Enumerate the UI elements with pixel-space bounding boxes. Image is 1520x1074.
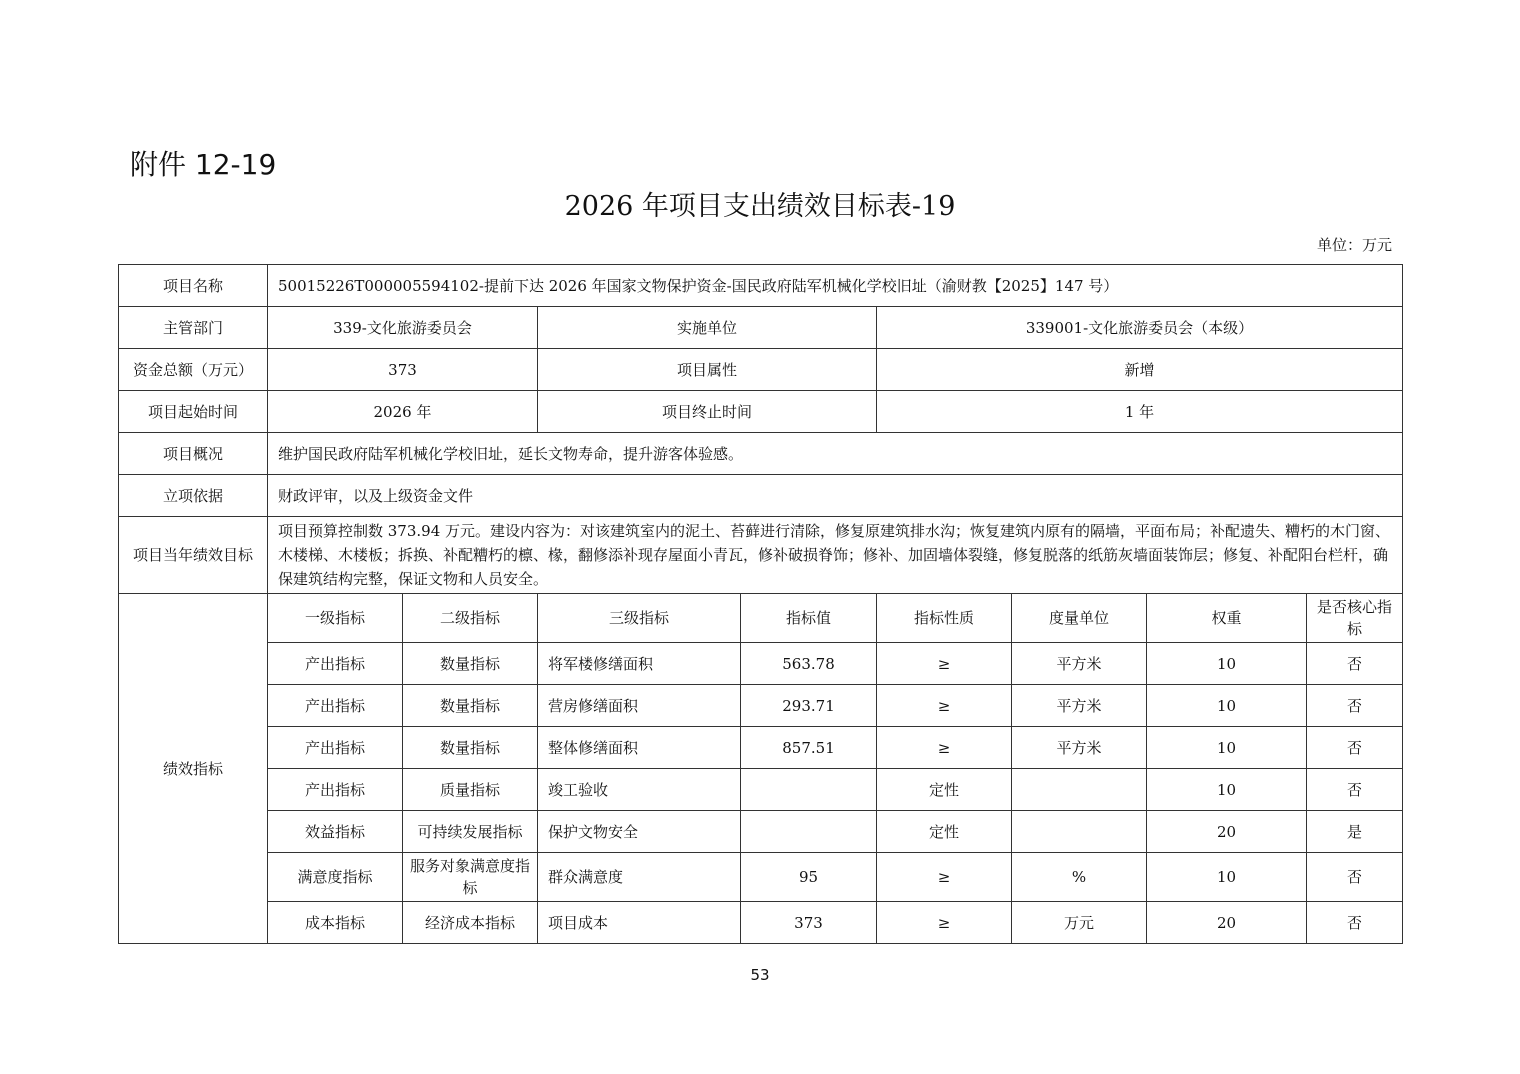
- attachment-label: 附件 12-19: [130, 148, 277, 181]
- row-basis: [119, 475, 1403, 517]
- table-row: [119, 685, 1403, 727]
- table-cell: 否: [1307, 727, 1403, 769]
- table-cell: 效益指标: [268, 811, 403, 853]
- basis-value: 财政评审，以及上级资金文件: [268, 475, 1403, 517]
- table-cell: 项目成本: [538, 902, 741, 944]
- header-cell: 权重: [1147, 594, 1307, 643]
- row-department: [119, 307, 1403, 349]
- table-cell: [1012, 769, 1147, 811]
- header-cell: 指标值: [741, 594, 877, 643]
- table-cell: 保护文物安全: [538, 811, 741, 853]
- page-number: 53: [750, 966, 770, 984]
- table-cell: 10: [1147, 727, 1307, 769]
- table-cell: 373: [741, 902, 877, 944]
- table-cell: ≥: [877, 727, 1012, 769]
- table-cell: 20: [1147, 811, 1307, 853]
- row-overview: [119, 433, 1403, 475]
- table-cell: [741, 811, 877, 853]
- header-cell: 一级指标: [268, 594, 403, 643]
- header-cell: 度量单位: [1012, 594, 1147, 643]
- fund-value: 373: [268, 349, 538, 391]
- table-cell: 10: [1147, 853, 1307, 902]
- table-cell: 否: [1307, 769, 1403, 811]
- row-fund: [119, 349, 1403, 391]
- unit-label: 单位：万元: [1316, 236, 1392, 254]
- table-cell: 否: [1307, 643, 1403, 685]
- table-cell: 质量指标: [403, 769, 538, 811]
- table-cell: 否: [1307, 902, 1403, 944]
- table-cell: 竣工验收: [538, 769, 741, 811]
- table-cell: 否: [1307, 685, 1403, 727]
- table-cell: ≥: [877, 853, 1012, 902]
- table-cell: 产出指标: [268, 727, 403, 769]
- table-cell: ≥: [877, 902, 1012, 944]
- table-cell: 平方米: [1012, 643, 1147, 685]
- table-cell: 平方米: [1012, 685, 1147, 727]
- page-title: 2026 年项目支出绩效目标表-19: [564, 191, 956, 222]
- table-cell: 数量指标: [403, 643, 538, 685]
- table-cell: 产出指标: [268, 643, 403, 685]
- table-cell: 95: [741, 853, 877, 902]
- table-cell: 定性: [877, 811, 1012, 853]
- attribute-label: 项目属性: [538, 349, 877, 391]
- table-row: [119, 643, 1403, 685]
- start-time-value: 2026 年: [268, 391, 538, 433]
- implementer-label: 实施单位: [538, 307, 877, 349]
- table-cell: 平方米: [1012, 727, 1147, 769]
- table-cell: 定性: [877, 769, 1012, 811]
- table-cell: 10: [1147, 685, 1307, 727]
- table-cell: %: [1012, 853, 1147, 902]
- table-cell: ≥: [877, 643, 1012, 685]
- fund-label: 资金总额（万元）: [119, 349, 268, 391]
- table-cell: 满意度指标: [268, 853, 403, 902]
- header-cell: 三级指标: [538, 594, 741, 643]
- end-time-value: 1 年: [877, 391, 1403, 433]
- table-cell: 产出指标: [268, 769, 403, 811]
- project-name-label: 项目名称: [119, 265, 268, 307]
- end-time-label: 项目终止时间: [538, 391, 877, 433]
- overview-label: 项目概况: [119, 433, 268, 475]
- row-annual-goal: [119, 517, 1403, 594]
- row-time: [119, 391, 1403, 433]
- table-cell: 857.51: [741, 727, 877, 769]
- table-cell: 万元: [1012, 902, 1147, 944]
- table-cell: 将军楼修缮面积: [538, 643, 741, 685]
- overview-value: 维护国民政府陆军机械化学校旧址，延长文物寿命，提升游客体验感。: [268, 433, 1403, 475]
- indicator-header-row: [119, 594, 1403, 643]
- table-cell: 293.71: [741, 685, 877, 727]
- table-cell: 数量指标: [403, 685, 538, 727]
- header-cell: 指标性质: [877, 594, 1012, 643]
- table-cell: 10: [1147, 769, 1307, 811]
- header-cell: 二级指标: [403, 594, 538, 643]
- annual-goal-label: 项目当年绩效目标: [119, 517, 268, 594]
- row-project-name: [119, 265, 1403, 307]
- table-cell: 10: [1147, 643, 1307, 685]
- annual-goal-value: 项目预算控制数 373.94 万元。建设内容为：对该建筑室内的泥土、苔藓进行清除，修复原建筑排水沟；恢复建筑内原有的隔墙，平面布局；补配遗失、糟朽的木门窗、木楼梯、木楼板；拆换、补配糟朽的檩、椽，翻修添补现存屋面小青瓦，修补破损脊饰；修补、加固墙体裂缝，修复脱落的纸筋灰墙面装饰层；修复、补配阳台栏杆，确保建筑结构完整，保证文物和人员安全。: [268, 517, 1403, 594]
- table-cell: 数量指标: [403, 727, 538, 769]
- table-cell: 服务对象满意度指标: [403, 853, 538, 902]
- project-name-value: 50015226T000005594102-提前下达 2026 年国家文物保护资金-国民政府陆军机械化学校旧址（渝财教【2025】147 号）: [268, 265, 1403, 307]
- table-row: [119, 769, 1403, 811]
- table-cell: 是: [1307, 811, 1403, 853]
- table-row: [119, 727, 1403, 769]
- table-row: [119, 853, 1403, 902]
- performance-target-table: [118, 264, 1403, 944]
- table-cell: 营房修缮面积: [538, 685, 741, 727]
- table-row: [119, 902, 1403, 944]
- table-cell: 整体修缮面积: [538, 727, 741, 769]
- table-cell: 成本指标: [268, 902, 403, 944]
- department-label: 主管部门: [119, 307, 268, 349]
- basis-label: 立项依据: [119, 475, 268, 517]
- table-cell: 产出指标: [268, 685, 403, 727]
- table-cell: 否: [1307, 853, 1403, 902]
- implementer-value: 339001-文化旅游委员会（本级）: [877, 307, 1403, 349]
- table-cell: 20: [1147, 902, 1307, 944]
- table-row: [119, 811, 1403, 853]
- table-cell: 群众满意度: [538, 853, 741, 902]
- table-cell: 可持续发展指标: [403, 811, 538, 853]
- table-cell: 563.78: [741, 643, 877, 685]
- table-cell: 经济成本指标: [403, 902, 538, 944]
- department-value: 339-文化旅游委员会: [268, 307, 538, 349]
- performance-indicators-label: 绩效指标: [119, 594, 268, 944]
- attribute-value: 新增: [877, 349, 1403, 391]
- header-cell: 是否核心指标: [1307, 594, 1403, 643]
- start-time-label: 项目起始时间: [119, 391, 268, 433]
- table-cell: ≥: [877, 685, 1012, 727]
- table-cell: [741, 769, 877, 811]
- table-cell: [1012, 811, 1147, 853]
